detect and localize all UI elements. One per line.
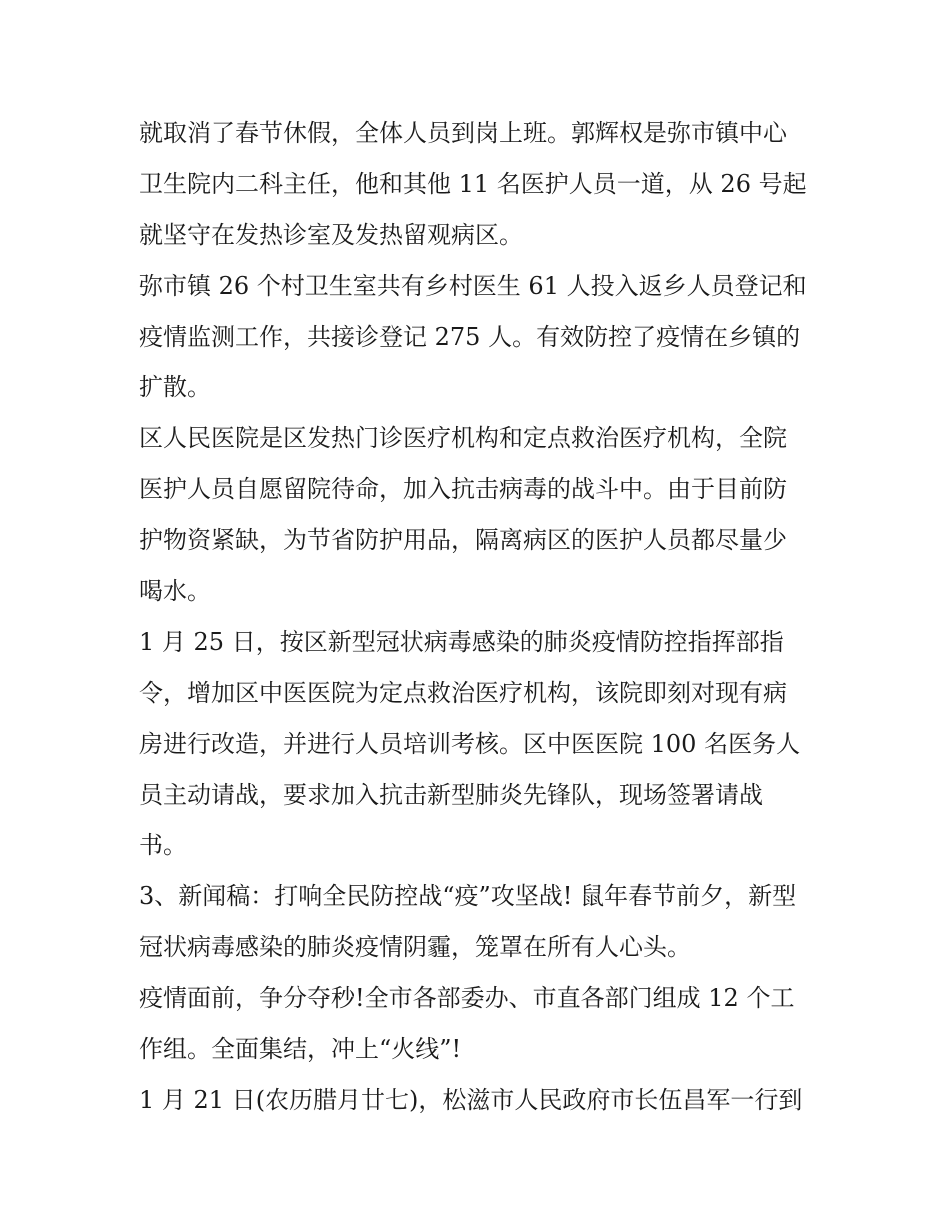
- text-line-3: 就坚守在发热诊室及发热留观病区。: [139, 220, 523, 249]
- text-line-17: 冠状病毒感染的肺炎疫情阴霾，笼罩在所有人心头。: [139, 933, 691, 962]
- text-line-4: 弥市镇 26 个村卫生室共有乡村医生 61 人投入返乡人员登记和: [139, 271, 807, 300]
- text-line-8: 医护人员自愿留院待命，加入抗击病毒的战斗中。由于目前防: [139, 475, 787, 504]
- text-line-11: 1 月 25 日，按区新型冠状病毒感染的肺炎疫情防控指挥部指: [139, 627, 784, 656]
- text-line-6: 扩散。: [139, 373, 211, 402]
- text-line-14: 员主动请战，要求加入抗击新型肺炎先锋队，现场签署请战: [139, 780, 763, 809]
- text-line-12: 令，增加区中医医院为定点救治医疗机构，该院即刻对现有病: [139, 678, 787, 707]
- text-line-16: 3、新闻稿：打响全民防控战“疫”攻坚战! 鼠年春节前夕，新型: [139, 882, 797, 911]
- text-line-13: 房进行改造，并进行人员培训考核。区中医医院 100 名医务人: [139, 729, 801, 758]
- text-line-10: 喝水。: [139, 577, 211, 606]
- text-line-9: 护物资紧缺，为节省防护用品，隔离病区的医护人员都尽量少: [139, 526, 787, 555]
- text-line-7: 区人民医院是区发热门诊医疗机构和定点救治医疗机构，全院: [139, 424, 787, 453]
- text-line-5: 疫情监测工作，共接诊登记 275 人。有效防控了疫情在乡镇的: [139, 322, 801, 351]
- text-line-15: 书。: [139, 831, 187, 860]
- text-line-18: 疫情面前，争分夺秒!全市各部委办、市直各部门组成 12 个工: [139, 984, 795, 1013]
- text-line-20: 1 月 21 日(农历腊月廿七)，松滋市人民政府市长伍昌军一行到: [139, 1085, 803, 1114]
- text-line-19: 作组。全面集结，冲上“火线”!: [139, 1035, 462, 1064]
- text-line-1: 就取消了春节休假，全体人员到岗上班。郭辉权是弥市镇中心: [139, 119, 787, 147]
- text-line-2: 卫生院内二科主任，他和其他 11 名医护人员一道，从 26 号起: [139, 169, 807, 198]
- document-body: [139, 108, 819, 1126]
